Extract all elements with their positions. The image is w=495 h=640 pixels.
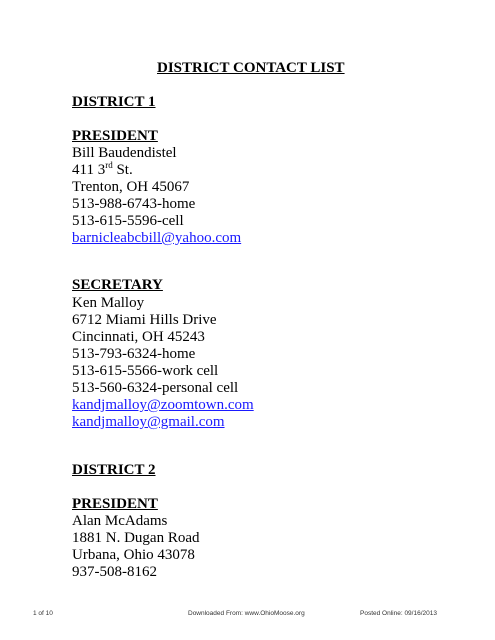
district-1-secretary-city: Cincinnati, OH 45243 <box>72 329 205 345</box>
street-number: 411 3 <box>72 162 106 178</box>
district-1-president-name: Bill Baudendistel <box>72 145 177 161</box>
district-1-president-phone-cell: 513-615-5596-cell <box>72 213 184 229</box>
district-2-president-street: 1881 N. Dugan Road <box>72 530 200 546</box>
district-1-secretary-email-1-link[interactable]: kandjmalloy@zoomtown.com <box>72 397 254 413</box>
district-1-secretary-phone-work: 513-615-5566-work cell <box>72 363 219 379</box>
district-1-president-city: Trenton, OH 45067 <box>72 179 190 195</box>
district-1-president-street <box>72 161 133 179</box>
district-2-president-name: Alan McAdams <box>72 513 168 529</box>
district-1-secretary-phone-personal: 513-560-6324-personal cell <box>72 380 239 396</box>
district-2-president-label: PRESIDENT <box>72 496 158 512</box>
district-1-heading: DISTRICT 1 <box>72 94 156 110</box>
district-2-heading: DISTRICT 2 <box>72 462 156 478</box>
district-1-secretary-phone-home: 513-793-6324-home <box>72 346 196 362</box>
district-1-president-label: PRESIDENT <box>72 128 158 144</box>
footer-page-number: 1 of 10 <box>33 610 53 617</box>
district-2-president-phone: 937-508-8162 <box>72 564 157 580</box>
district-2-president-city: Urbana, Ohio 43078 <box>72 547 195 563</box>
footer-source: Downloaded From: www.OhioMoose.org <box>188 610 305 617</box>
street-rest: St. <box>112 162 133 178</box>
district-1-president-phone-home: 513-988-6743-home <box>72 196 196 212</box>
street-suffix: rd <box>105 160 113 170</box>
district-1-secretary-street: 6712 Miami Hills Drive <box>72 312 217 328</box>
district-1-secretary-name: Ken Malloy <box>72 295 145 311</box>
district-1-president-email-link[interactable]: barnicleabcbill@yahoo.com <box>72 230 242 246</box>
page-title: DISTRICT CONTACT LIST <box>157 60 345 76</box>
district-1-secretary-email-2-link[interactable]: kandjmalloy@gmail.com <box>72 414 225 430</box>
district-1-secretary-label: SECRETARY <box>72 277 163 293</box>
footer-posted-date: Posted Online: 09/16/2013 <box>360 610 437 617</box>
